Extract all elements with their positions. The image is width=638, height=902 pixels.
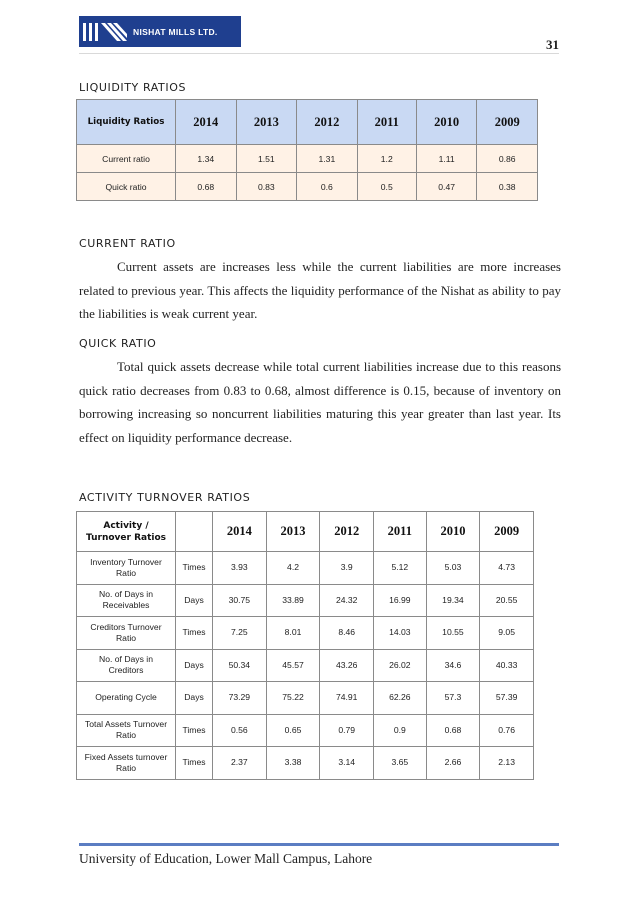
- table-cell: 2.13: [480, 747, 534, 780]
- table-cell: 1.2: [357, 145, 416, 173]
- year-header: 2014: [213, 512, 267, 552]
- table-cell: 3.14: [320, 747, 374, 780]
- table-cell: 14.03: [374, 617, 427, 650]
- table-row: [77, 714, 534, 747]
- footer-text: University of Education, Lower Mall Campus, Lahore: [79, 851, 373, 866]
- year-header: 2010: [416, 100, 477, 145]
- table-cell: 2.66: [426, 747, 480, 780]
- row-label: Quick ratio: [77, 173, 176, 201]
- table-cell: 5.03: [426, 552, 480, 585]
- year-header: 2013: [236, 100, 297, 145]
- table-cell: 0.6: [297, 173, 358, 201]
- table-row: [77, 682, 534, 715]
- year-header: 2009: [480, 512, 534, 552]
- table-cell: 10.55: [426, 617, 480, 650]
- table-cell: 3.9: [320, 552, 374, 585]
- row-label: Current ratio: [77, 145, 176, 173]
- table-row: [77, 173, 538, 201]
- table-cell: 0.83: [236, 173, 297, 201]
- table-cell: 8.01: [266, 617, 320, 650]
- table-cell: 74.91: [320, 682, 374, 715]
- row-label: Total Assets Turnover Ratio: [77, 714, 176, 747]
- table-cell: 50.34: [213, 649, 267, 682]
- table-cell: 3.38: [266, 747, 320, 780]
- table-cell: 7.25: [213, 617, 267, 650]
- table-cell: 26.02: [374, 649, 427, 682]
- table-cell: 33.89: [266, 584, 320, 617]
- row-label: Operating Cycle: [77, 682, 176, 715]
- table-cell: 40.33: [480, 649, 534, 682]
- table-cell: 73.29: [213, 682, 267, 715]
- table-cell: 0.56: [213, 714, 267, 747]
- table-cell: 1.51: [236, 145, 297, 173]
- table-cell: 0.47: [416, 173, 477, 201]
- table-cell: 3.65: [374, 747, 427, 780]
- table-cell: 62.26: [374, 682, 427, 715]
- table-cell: 2.37: [213, 747, 267, 780]
- table-cell: 34.6: [426, 649, 480, 682]
- footer-divider: [79, 843, 559, 846]
- table-row: [77, 145, 538, 173]
- table-header-row: [77, 512, 534, 552]
- table-cell: 1.31: [297, 145, 358, 173]
- table-row: [77, 552, 534, 585]
- table-cell: 0.68: [426, 714, 480, 747]
- row-unit: Times: [176, 617, 213, 650]
- year-header: 2010: [426, 512, 480, 552]
- year-header: 2014: [176, 100, 237, 145]
- page-number: 31: [546, 37, 559, 52]
- row-label: No. of Days in Receivables: [77, 584, 176, 617]
- table-header-label: [77, 512, 176, 552]
- table-cell: 0.5: [357, 173, 416, 201]
- header-label-line: Turnover Ratios: [85, 532, 167, 543]
- table-row: [77, 747, 534, 780]
- table-cell: 16.99: [374, 584, 427, 617]
- table-cell: 5.12: [374, 552, 427, 585]
- table-cell: 3.93: [213, 552, 267, 585]
- logo-mark-icon: [79, 16, 131, 47]
- table-cell: 0.9: [374, 714, 427, 747]
- year-header: 2011: [357, 100, 416, 145]
- table-cell: 45.57: [266, 649, 320, 682]
- activity-turnover-table: [76, 511, 534, 780]
- table-header-row: [77, 100, 538, 145]
- table-cell: 0.68: [176, 173, 237, 201]
- row-label: Creditors Turnover Ratio: [77, 617, 176, 650]
- company-logo: [79, 16, 241, 47]
- year-header: 2011: [374, 512, 427, 552]
- table-cell: 0.76: [480, 714, 534, 747]
- table-cell: 1.11: [416, 145, 477, 173]
- row-unit: Days: [176, 682, 213, 715]
- row-unit: Times: [176, 747, 213, 780]
- table-cell: 4.2: [266, 552, 320, 585]
- table-cell: 0.86: [477, 145, 538, 173]
- quick-ratio-title: QUICK RATIO: [79, 337, 157, 350]
- table-row: [77, 617, 534, 650]
- table-cell: 20.55: [480, 584, 534, 617]
- table-cell: 0.65: [266, 714, 320, 747]
- row-label: Fixed Assets turnover Ratio: [77, 747, 176, 780]
- table-cell: 0.79: [320, 714, 374, 747]
- table-cell: 4.73: [480, 552, 534, 585]
- table-row: [77, 649, 534, 682]
- unit-header: [176, 512, 213, 552]
- table-cell: 19.34: [426, 584, 480, 617]
- year-header: 2012: [297, 100, 358, 145]
- table-cell: 24.32: [320, 584, 374, 617]
- table-header-label: Liquidity Ratios: [77, 100, 176, 145]
- quick-ratio-paragraph: Total quick assets decrease while total current liabilities increase due to this reasons quick ratio decreases from 0.83 to 0.68, almost difference is 0.15, because of inventory on borrowing increasing so noncurrent liabilities maturing this year greater than last year. Its effect on liquidity performance decrease.: [79, 359, 561, 445]
- year-header: 2012: [320, 512, 374, 552]
- table-cell: 9.05: [480, 617, 534, 650]
- table-cell: 1.34: [176, 145, 237, 173]
- table-row: [77, 584, 534, 617]
- table-cell: 8.46: [320, 617, 374, 650]
- year-header: 2013: [266, 512, 320, 552]
- table-cell: 0.38: [477, 173, 538, 201]
- row-label: Inventory Turnover Ratio: [77, 552, 176, 585]
- logo-text: NISHAT MILLS LTD.: [133, 26, 218, 37]
- table-cell: 75.22: [266, 682, 320, 715]
- liquidity-ratios-table: [76, 99, 538, 201]
- header-divider: [79, 53, 559, 54]
- current-ratio-title: CURRENT RATIO: [79, 237, 176, 250]
- current-ratio-paragraph: Current assets are increases less while the current liabilities are more increases related to previous year. This affects the liquidity performance of the Nishat as ability to pay the liabilities is weak current year.: [79, 259, 561, 321]
- table-cell: 30.75: [213, 584, 267, 617]
- liquidity-section-title: LIQUIDITY RATIOS: [79, 81, 187, 94]
- year-header: 2009: [477, 100, 538, 145]
- row-unit: Times: [176, 714, 213, 747]
- row-label: No. of Days in Creditors: [77, 649, 176, 682]
- row-unit: Times: [176, 552, 213, 585]
- table-cell: 57.3: [426, 682, 480, 715]
- row-unit: Days: [176, 584, 213, 617]
- header-label-line: Activity /: [103, 520, 149, 531]
- table-cell: 43.26: [320, 649, 374, 682]
- table-cell: 57.39: [480, 682, 534, 715]
- activity-section-title: ACTIVITY TURNOVER RATIOS: [79, 491, 251, 504]
- row-unit: Days: [176, 649, 213, 682]
